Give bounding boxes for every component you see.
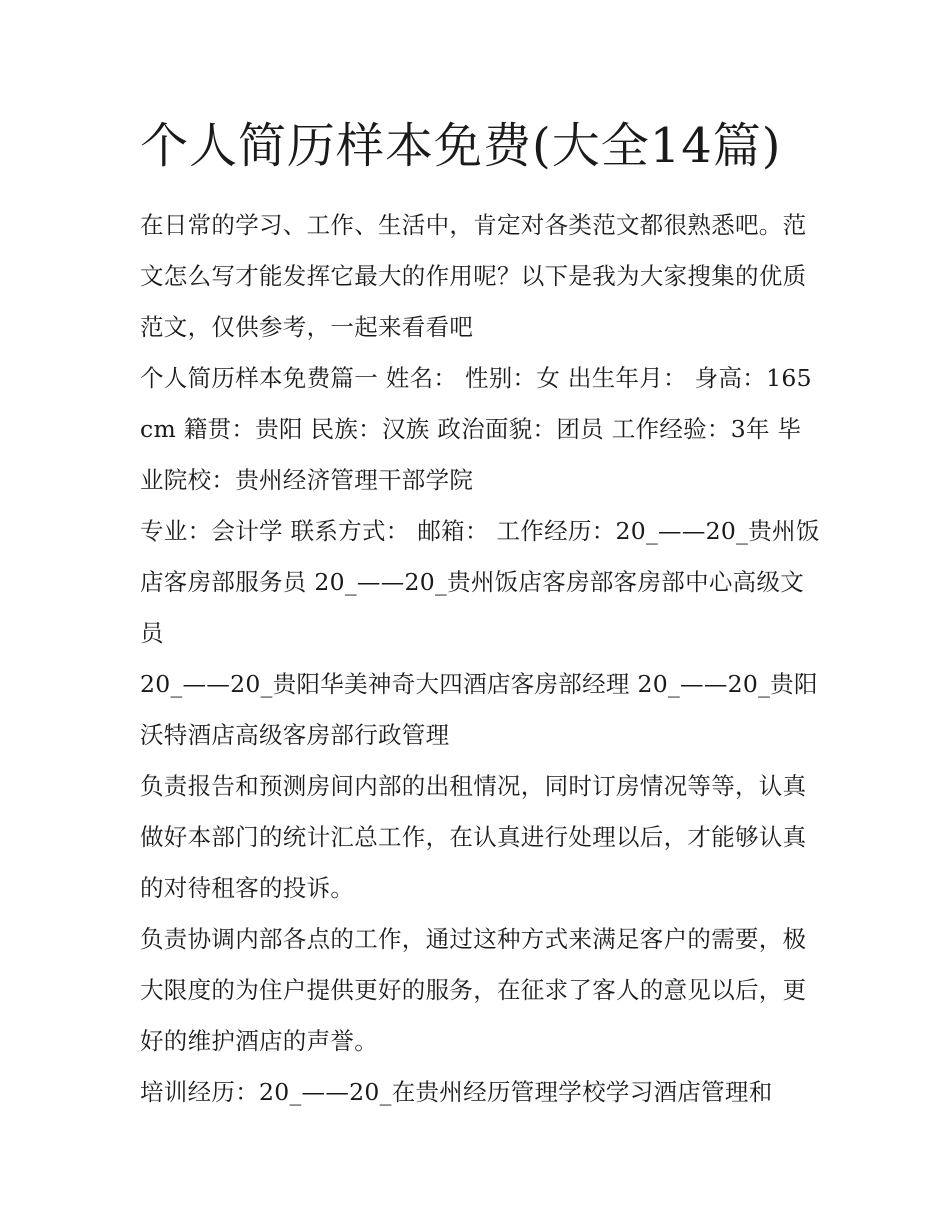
duty-paragraph-1: 负责报告和预测房间内部的出租情况，同时订房情况等等，认真做好本部门的统计汇总工作，在认真进行处理以后，才能够认真的对待租客的投诉。 bbox=[140, 772, 807, 902]
duty-paragraph-2: 负责协调内部各点的工作，通过这种方式来满足客户的需要，极大限度的为住户提供更好的服务，在征求了客人的意见以后，更好的维护酒店的声誉。 bbox=[140, 925, 807, 1055]
training-history: 培训经历：20_——20_在贵州经历管理学校学习酒店管理和 bbox=[140, 1078, 773, 1106]
intro-paragraph: 在日常的学习、工作、生活中，肯定对各类范文都很熟悉吧。范文怎么写才能发挥它最大的作用呢？以下是我为大家搜集的优质范文，仅供参考，一起来看看吧 bbox=[140, 211, 807, 341]
document-title: 个人简历样本免费(大全14篇) bbox=[140, 118, 782, 174]
resume-work-history-1: 专业：会计学 联系方式： 邮箱： 工作经历：20_——20_贵州饭店客房部服务员 20_——20_贵州饭店客房部客房部中心高级文员 bbox=[140, 517, 820, 647]
resume-work-history-2: 20_——20_贵阳华美神奇大四酒店客房部经理 20_——20_贵阳沃特酒店高级客房部行政管理 bbox=[140, 670, 818, 749]
document-page bbox=[140, 112, 820, 1118]
resume-basic-info: 个人简历样本免费篇一 姓名： 性别：女 出生年月： 身高：165cm 籍贯：贵阳 民族：汉族 政治面貌：团员 工作经验：3年 毕业院校：贵州经济管理干部学院 bbox=[140, 364, 812, 494]
